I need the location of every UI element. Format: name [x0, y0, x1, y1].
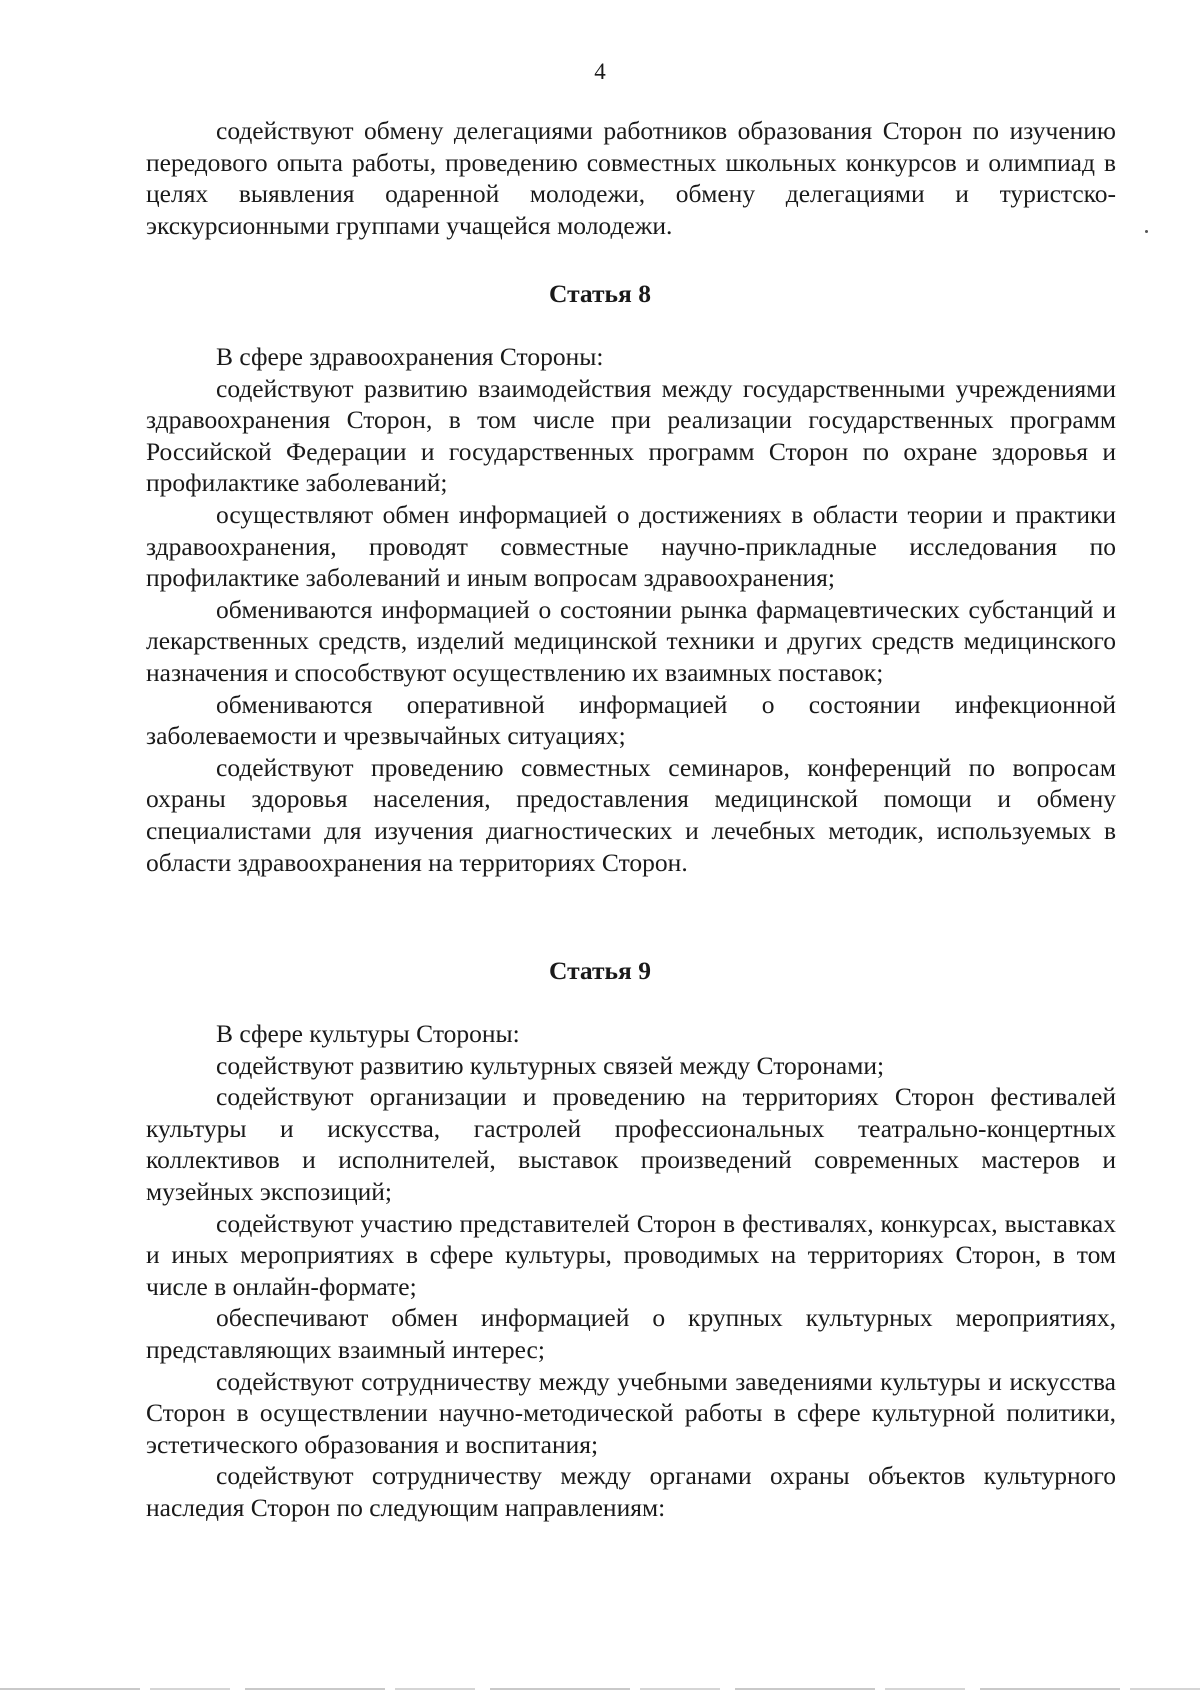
- scan-artifact-dot: [1145, 230, 1148, 233]
- paragraph: содействуют организации и проведению на территориях Сторон фестивалей культуры и искусства, гастролей профессиональных театрально-концертных коллективов и исполнителей, выставок произведений современных мастеров и музейных экспозиций;: [146, 1082, 1116, 1206]
- paragraph: В сфере здравоохранения Стороны:: [216, 342, 604, 371]
- article-8-body: [146, 341, 1116, 878]
- page-number: 4: [594, 59, 606, 84]
- paragraph: содействуют обмену делегациями работников образования Сторон по изучению передового опыта работы, проведению совместных школьных конкурсов и олимпиад в целях выявления одаренной молодежи, обмену делегациями и туристско-экскурсионными группами учащейся молодежи.: [146, 116, 1116, 240]
- paragraph: обмениваются информацией о состоянии рынка фармацевтических субстанций и лекарственных средств, изделий медицинской техники и других средств медицинского назначения и способствуют осуществлению их взаимных поставок;: [146, 594, 1116, 687]
- paragraph: содействуют участию представителей Сторон в фестивалях, конкурсах, выставках и иных мероприятиях в сфере культуры, проводимых на территориях Сторон, в том числе в онлайн-формате;: [146, 1208, 1116, 1301]
- article-9-heading: Статья 9: [549, 956, 651, 985]
- paragraph: содействуют развитию культурных связей между Сторонами;: [216, 1050, 885, 1080]
- article-8-heading: Статья 8: [549, 279, 651, 308]
- paragraph: обмениваются оперативной информацией о состоянии инфекционной заболеваемости и чрезвычайных ситуациях;: [146, 689, 1116, 751]
- paragraph: осуществляют обмен информацией о достижениях в области теории и практики здравоохранения, проводят совместные научно-прикладные исследования по профилактике заболеваний и иным вопросам здравоохранения;: [146, 499, 1116, 593]
- paragraph: обеспечивают обмен информацией о крупных культурных мероприятиях, представляющих взаимный интерес;: [146, 1303, 1116, 1364]
- paragraph: содействуют сотрудничеству между органами охраны объектов культурного наследия Сторон по следующим направлениям:: [146, 1461, 1116, 1522]
- paragraph: содействуют проведению совместных семинаров, конференций по вопросам охраны здоровья населения, предоставления медицинской помощи и обмену специалистами для изучения диагностических и лечебных методик, используемых в области здравоохранения на территориях Сторон.: [146, 752, 1116, 877]
- paragraph: содействуют сотрудничеству между учебными заведениями культуры и искусства Сторон в осуществлении научно-методической работы в сфере культурной политики, эстетического образования и воспитания;: [146, 1366, 1116, 1459]
- scan-artifact-line: [0, 1688, 1200, 1690]
- article-9-body: [146, 1018, 1116, 1524]
- intro-text: [146, 115, 1116, 241]
- paragraph: содействуют развитию взаимодействия между государственными учреждениями здравоохранения Сторон, в том числе при реализации государственных программ Российской Федерации и государственных программ Сторон по охране здоровья и профилактике заболеваний;: [146, 373, 1116, 498]
- paragraph: В сфере культуры Стороны:: [216, 1019, 520, 1048]
